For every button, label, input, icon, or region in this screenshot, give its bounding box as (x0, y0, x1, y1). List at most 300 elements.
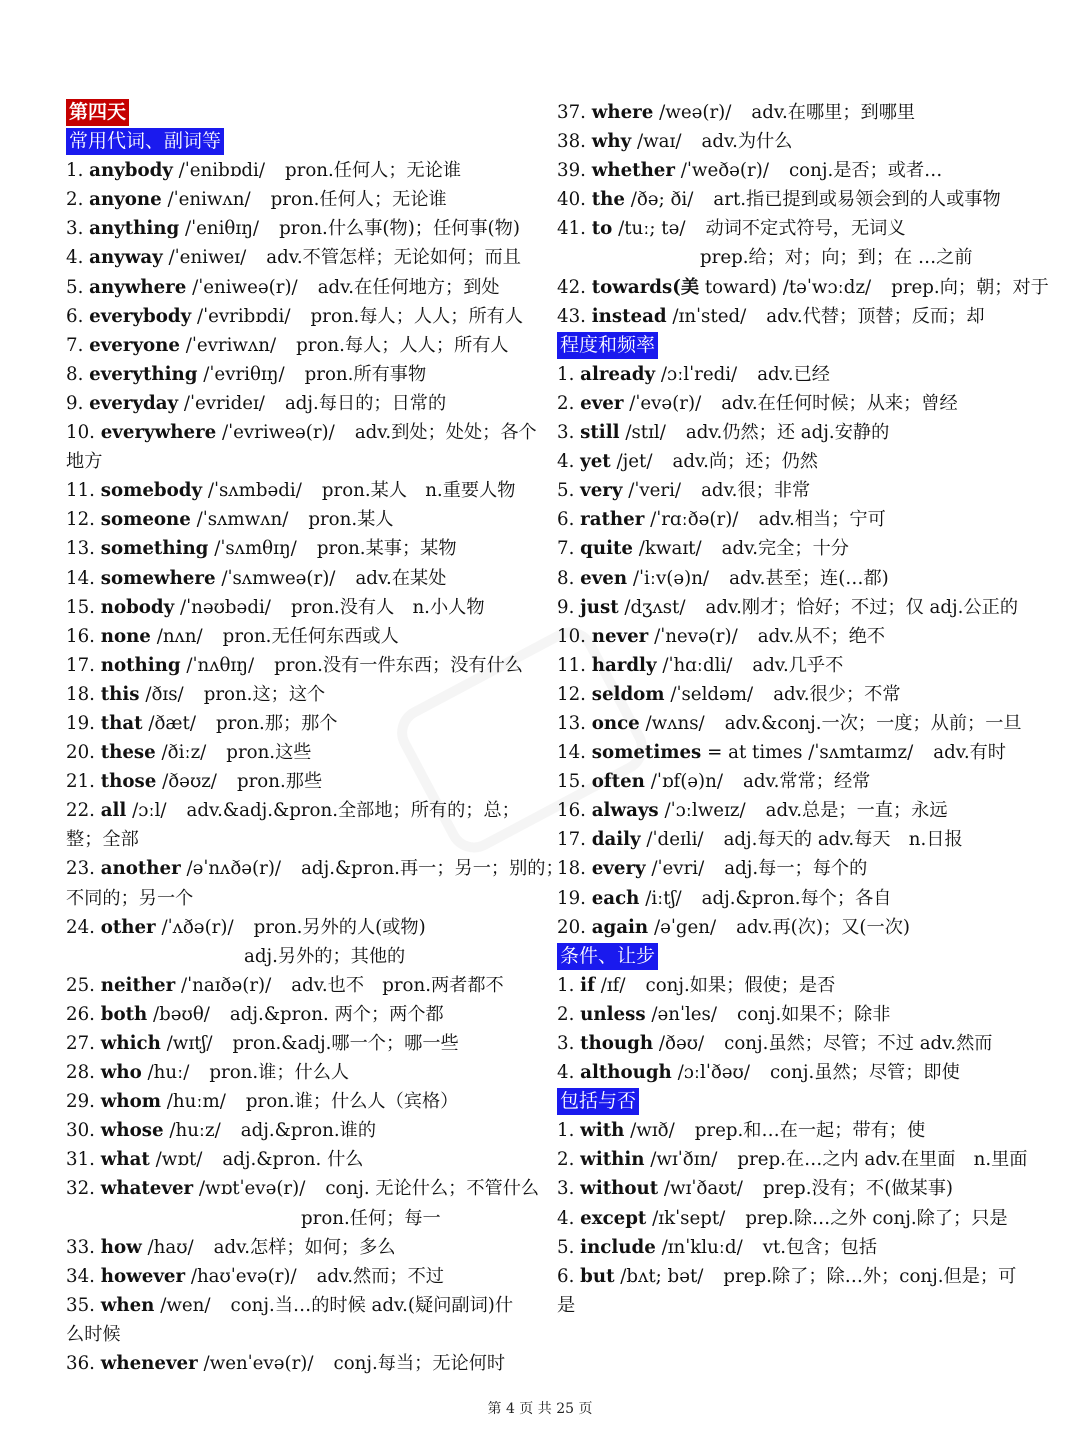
section-pronouns-adverbs-continued (557, 98, 1049, 331)
entry-number: 13. (557, 712, 586, 734)
entry-word: anything (89, 218, 180, 240)
entry-word: include (580, 1236, 656, 1258)
vocab-entry (66, 243, 536, 272)
entry-definition: adv.到处；处处；各个 (354, 422, 537, 444)
section-pronouns-adverbs (66, 156, 564, 1378)
vocab-entry (66, 505, 536, 534)
entry-word: both (100, 1003, 148, 1025)
entry-definition: adv.常常；经常 (743, 771, 871, 793)
vocab-entry (557, 913, 1037, 942)
vocab-entry (66, 796, 536, 825)
vocab-entry (66, 913, 536, 942)
entry-word: each (591, 887, 640, 909)
entry-word: unless (580, 1003, 646, 1025)
entry-number: 37. (557, 102, 586, 123)
vocab-entry (66, 1291, 536, 1320)
entry-word: all (100, 800, 127, 822)
entry-word: every (591, 858, 646, 880)
entry-word: whatever (100, 1178, 194, 1200)
entry-number: 13. (66, 538, 95, 560)
vocab-entry (66, 680, 536, 709)
entry-number: 6. (557, 509, 575, 531)
entry-number: 12. (66, 509, 95, 531)
entry-definition: pron.谁；什么人 (209, 1062, 350, 1084)
vocab-entry (557, 418, 1037, 447)
entry-word: with (580, 1120, 625, 1142)
entry-phonetic: /ˈeniθɪŋ/ (185, 218, 260, 240)
entry-definition: adj.每一；每个的 (724, 858, 868, 880)
section-condition-concession (557, 971, 1037, 1087)
entry-phonetic: /jet/ (616, 451, 653, 473)
entry-definition: adv.然而；不过 (316, 1265, 444, 1287)
vocab-entry (557, 1204, 1037, 1233)
entry-number: 18. (66, 683, 95, 705)
vocab-entry (557, 854, 1037, 883)
entry-word: still (580, 422, 620, 444)
entry-number: 2. (557, 1149, 575, 1171)
entry-continuation: pron.任何；每一 (301, 1207, 441, 1229)
entry-number: 3. (557, 1033, 575, 1054)
entry-definition: conj.虽然；尽管；不过 adv.然而 (724, 1033, 993, 1054)
entry-definition: pron.那；那个 (215, 712, 338, 734)
entry-phonetic: /weə(r)/ (659, 102, 732, 123)
entry-phonetic: /wen/ (160, 1294, 211, 1316)
entry-number: 38. (557, 131, 586, 153)
entry-continuation: 地方 (66, 451, 103, 473)
entry-number: 42. (557, 276, 586, 298)
entry-number: 7. (557, 538, 575, 560)
entry-number: 9. (66, 392, 84, 414)
entry-phonetic: /ˈevriweə(r)/ (222, 422, 335, 444)
entry-definition: adv.&adj.&pron.全部地；所有的；总； (186, 800, 520, 822)
entry-phonetic: /bəʊθ/ (153, 1003, 210, 1025)
entry-word: that (100, 712, 143, 734)
entry-phonetic: /stɪl/ (625, 422, 666, 444)
entry-definition: conj.如果；假使；是否 (645, 974, 836, 996)
entry-number: 10. (66, 422, 95, 444)
entry-phonetic: /huːm/ (166, 1091, 226, 1113)
entry-word: other (100, 916, 156, 938)
entry-word: anyone (89, 189, 162, 211)
entry-definition: pron.某事；某物 (316, 538, 457, 560)
entry-phonetic: /waɪ/ (636, 131, 682, 153)
entry-number: 3. (557, 1178, 575, 1200)
entry-number: 26. (66, 1003, 95, 1025)
right-column (557, 98, 1049, 1320)
section-inclusion (557, 1116, 1037, 1320)
entry-phonetic: /wɪtʃ/ (166, 1033, 213, 1054)
vocab-entry (557, 767, 1037, 796)
entry-phonetic: /əˈgen/ (653, 916, 717, 938)
entry-number: 31. (66, 1149, 95, 1171)
entry-word: something (100, 538, 209, 560)
entry-definition: pron.无任何东西或人 (222, 625, 399, 647)
vocab-entry (557, 564, 1037, 593)
entry-number: 12. (557, 683, 586, 705)
entry-number: 2. (557, 392, 575, 414)
entry-phonetic: /haʊˈevə(r)/ (190, 1265, 297, 1287)
vocab-entry (557, 796, 1037, 825)
entry-number: 16. (66, 625, 95, 647)
vocab-entry (66, 331, 536, 360)
vocab-entry (557, 651, 1037, 680)
section-heading: 包括与否 (557, 1088, 639, 1115)
entry-word: who (100, 1062, 142, 1084)
entry-word: what (100, 1149, 150, 1171)
entry-word: everything (89, 363, 198, 385)
vocab-entry (66, 1000, 536, 1029)
entry-definition: adj.&pron. 什么 (222, 1149, 364, 1171)
entry-number: 1. (557, 1120, 575, 1142)
entry-phonetic: /ˈdeɪli/ (646, 829, 704, 851)
entry-number: 7. (66, 334, 84, 356)
vocab-entry (66, 1116, 536, 1145)
entry-phonetic: /bʌt; bət/ (620, 1265, 704, 1287)
vocab-entry (557, 1116, 1037, 1145)
entry-definition: adv.很；非常 (701, 480, 811, 502)
entry-word: just (580, 596, 619, 618)
entry-definition: adv.再(次)；又(一次) (736, 916, 910, 938)
vocab-entry (557, 1262, 1037, 1291)
entry-definition: adv.已经 (757, 363, 830, 385)
entry-phonetic: /ðɪs/ (145, 683, 184, 705)
entry-definition: pron.谁；什么人（宾格） (245, 1091, 459, 1113)
entry-definition: prep.和…在一起；带有；使 (694, 1120, 926, 1142)
entry-definition: adv.完全；十分 (721, 538, 849, 560)
entry-definition: adv.总是；一直；永远 (765, 800, 948, 822)
entry-phonetic: /wɪð/ (630, 1120, 675, 1142)
entry-definition: adv.从不；绝不 (757, 625, 886, 647)
vocab-entry (557, 1058, 1037, 1087)
entry-number: 6. (557, 1265, 575, 1287)
entry-phonetic: /ˈsʌmbədi/ (207, 480, 302, 502)
entry-phonetic: /ˈʌðə(r)/ (161, 916, 234, 938)
entry-definition: adj.&pron. 两个；两个都 (229, 1003, 444, 1025)
entry-number: 1. (557, 974, 575, 996)
entry-continuation: adj.另外的；其他的 (244, 945, 406, 967)
entry-number: 10. (557, 625, 586, 647)
entry-definition: adv.很少；不常 (773, 683, 901, 705)
left-column (66, 98, 564, 1378)
entry-continuation: 整；全部 (66, 829, 139, 851)
entry-definition: pron.所有事物 (304, 363, 427, 385)
entry-number: 3. (66, 218, 84, 240)
vocab-entry (557, 1029, 1037, 1058)
section-heading: 常用代词、副词等 (66, 128, 224, 155)
entry-word: though (580, 1033, 654, 1054)
entry-number: 11. (557, 654, 586, 676)
entry-number: 2. (66, 189, 84, 211)
entry-number: 1. (66, 160, 84, 182)
entry-word: everybody (89, 305, 192, 327)
entry-definition: prep.向；朝；对于 (891, 276, 1049, 298)
vocab-entry (66, 389, 536, 418)
entry-phonetic: /ˈevribɒdi/ (196, 305, 291, 327)
entry-number: 4. (557, 1207, 575, 1229)
entry-phonetic: /wɪˈðaʊt/ (663, 1178, 743, 1200)
entry-word: to (591, 218, 613, 240)
entry-number: 3. (557, 422, 575, 444)
vocab-entry (557, 447, 1037, 476)
entry-number: 24. (66, 916, 95, 938)
entry-definition: conj. 无论什么；不管什么 (325, 1178, 540, 1200)
entry-phonetic: /ˈɒf(ə)n/ (650, 771, 723, 793)
entry-number: 8. (557, 567, 575, 589)
entry-continuation: prep.给；对；向；到；在 …之前 (700, 247, 973, 269)
entry-definition: conj.如果不；除非 (737, 1003, 891, 1025)
entry-definition: pron.另外的人(或物) (253, 916, 426, 938)
entry-definition: pron.这些 (226, 742, 312, 764)
entry-word: however (100, 1265, 186, 1287)
entry-definition: pron.这；这个 (203, 683, 326, 705)
entry-word: everyday (89, 392, 179, 414)
entry-word: these (100, 742, 156, 764)
entry-phonetic: /wɒt/ (155, 1149, 203, 1171)
entry-word: whose (100, 1120, 164, 1142)
entry-word: rather (580, 509, 645, 531)
entry-number: 5. (66, 276, 84, 298)
entry-definition: conj.虽然；尽管；即使 (769, 1062, 960, 1084)
entry-number: 4. (557, 1062, 575, 1084)
entry-phonetic: /ˈeniweɪ/ (168, 247, 247, 269)
entry-word: but (580, 1265, 615, 1287)
vocab-entry (66, 651, 536, 680)
entry-phonetic: /huː/ (147, 1062, 190, 1084)
vocab-entry (557, 505, 1037, 534)
entry-word: which (100, 1033, 161, 1054)
entry-definition: adv.在哪里；到哪里 (751, 102, 916, 123)
entry-phonetic: /ˈseldəm/ (670, 683, 754, 705)
entry-definition: adv.在任何地方；到处 (317, 276, 500, 298)
vocab-entry (66, 1087, 536, 1116)
entry-word: where (591, 102, 654, 123)
entry-word: none (100, 625, 151, 647)
entry-definition: adv.尚；还；仍然 (672, 451, 818, 473)
entry-phonetic: /ɪnˈkluːd/ (661, 1236, 743, 1258)
entry-phonetic: /ˈevə(r)/ (629, 392, 702, 414)
entry-phonetic: toward) /təˈwɔːdz/ (704, 276, 872, 298)
entry-definition: pron.没有一件东西；没有什么 (274, 654, 523, 676)
vocab-entry (66, 767, 536, 796)
entry-phonetic: /ˈveri/ (628, 480, 682, 502)
entry-phonetic: /ˈsʌmwʌn/ (196, 509, 289, 531)
entry-definition: pron.某人 (308, 509, 394, 531)
vocab-entry (557, 360, 1037, 389)
vocab-entry (557, 214, 1037, 243)
entry-word: always (591, 800, 659, 822)
entry-definition: pron.每人；人人；所有人 (310, 305, 524, 327)
entry-phonetic: /wɒtˈevə(r)/ (198, 1178, 306, 1200)
entry-number: 20. (557, 916, 586, 938)
entry-phonetic: /ˈevriwʌn/ (185, 334, 277, 356)
entry-phonetic: /wɪˈðɪn/ (650, 1149, 718, 1171)
entry-definition: pron.没有人 n.小人物 (290, 596, 485, 618)
entry-number: 15. (557, 771, 586, 793)
entry-phonetic: /ˈnaɪðə(r)/ (181, 974, 272, 996)
entry-definition: adv.也不 pron.两者都不 (291, 974, 504, 996)
entry-number: 43. (557, 305, 586, 327)
entry-number: 17. (66, 654, 95, 676)
entry-continuation: 么时候 (66, 1323, 121, 1345)
entry-phonetic: /iːtʃ/ (645, 887, 682, 909)
vocab-entry (557, 185, 1037, 214)
entry-definition: conj.当…的时候 adv.(疑问副词)什 (230, 1294, 514, 1316)
entry-number: 17. (557, 829, 586, 851)
entry-phonetic: /huːz/ (169, 1120, 221, 1142)
entry-definition: adj.&pron.再一；另一；别的； (301, 858, 564, 880)
entry-phonetic: /kwaɪt/ (638, 538, 702, 560)
entry-number: 33. (66, 1236, 95, 1258)
entry-phonetic: /ˈsʌmweə(r)/ (221, 567, 336, 589)
entry-phonetic: /ɪkˈsept/ (652, 1207, 726, 1229)
vocab-entry (66, 534, 536, 563)
entry-phonetic: /ðə; ði/ (630, 189, 694, 211)
vocab-entry (66, 360, 536, 389)
entry-number: 39. (557, 160, 586, 182)
vocab-entry (557, 127, 1037, 156)
entry-number: 40. (557, 189, 586, 211)
vocab-entry (66, 185, 536, 214)
entry-definition: adv.&conj.一次；一度；从前；一旦 (724, 712, 1022, 734)
entry-word: the (591, 189, 625, 211)
entry-word: except (580, 1207, 647, 1229)
entry-word: nobody (100, 596, 175, 618)
vocab-entry (66, 418, 536, 447)
entry-number: 5. (557, 480, 575, 502)
entry-word: never (591, 625, 649, 647)
entry-phonetic: /ɪnˈsted/ (672, 305, 747, 327)
vocab-entry (557, 1000, 1037, 1029)
entry-number: 4. (557, 451, 575, 473)
vocab-entry (557, 156, 1037, 185)
entry-phonetic: /ˈenibɒdi/ (178, 160, 265, 182)
vocab-entry (557, 971, 1037, 1000)
entry-phonetic: /ˈiːv(ə)n/ (632, 567, 710, 589)
entry-word: quite (580, 538, 633, 560)
entry-phonetic: /ðəʊ/ (658, 1033, 705, 1054)
entry-word: everyone (89, 334, 180, 356)
entry-phonetic: /ˈevrideɪ/ (183, 392, 265, 414)
entry-definition: adj.&pron.每个；各自 (701, 887, 892, 909)
entry-word: if (580, 974, 595, 996)
entry-definition: prep.除了；除…外；conj.但是；可 (723, 1265, 1017, 1287)
vocab-entry (557, 825, 1037, 854)
entry-number: 35. (66, 1294, 95, 1316)
entry-number: 36. (66, 1353, 95, 1375)
entry-phonetic: /haʊ/ (147, 1236, 194, 1258)
entry-word: again (591, 916, 649, 938)
vocab-entry (66, 302, 536, 331)
entry-word: ever (580, 392, 624, 414)
entry-phonetic: /ˈevriθɪŋ/ (203, 363, 285, 385)
vocab-entry (557, 884, 1037, 913)
entry-phonetic: /tuː; tə/ (618, 218, 686, 240)
entry-phonetic: /ðiːz/ (161, 742, 207, 764)
entry-definition: prep.没有；不(做某事) (762, 1178, 953, 1200)
entry-definition: pron.任何人；无论谁 (284, 160, 462, 182)
entry-word: whenever (100, 1353, 198, 1375)
entry-word: even (580, 567, 628, 589)
vocab-entry (66, 564, 536, 593)
entry-phonetic: /wenˈevə(r)/ (203, 1353, 314, 1375)
entry-phonetic: /ˈnʌθɪŋ/ (186, 654, 255, 676)
entry-word: nothing (100, 654, 181, 676)
entry-number: 28. (66, 1062, 95, 1084)
entry-number: 20. (66, 742, 95, 764)
entry-number: 19. (557, 887, 586, 909)
entry-word: within (580, 1149, 645, 1171)
vocab-entry (557, 622, 1037, 651)
entry-definition: adv.为什么 (701, 131, 793, 153)
entry-definition: pron.某人 n.重要人物 (321, 480, 516, 502)
vocab-entry (557, 709, 1037, 738)
entry-number: 19. (66, 712, 95, 734)
entry-word: towards(美 (591, 276, 700, 298)
vocab-entry (66, 1145, 536, 1174)
vocab-entry (66, 854, 564, 883)
entry-continuation: 不同的；另一个 (66, 887, 194, 909)
entry-number: 30. (66, 1120, 95, 1142)
vocab-entry (66, 1349, 536, 1378)
entry-number: 34. (66, 1265, 95, 1287)
entry-word: seldom (591, 683, 665, 705)
vocab-entry (557, 534, 1037, 563)
entry-word: already (580, 363, 656, 385)
entry-number: 32. (66, 1178, 95, 1200)
entry-word: how (100, 1236, 142, 1258)
entry-phonetic: /ˈweðə(r)/ (680, 160, 769, 182)
entry-number: 18. (557, 858, 586, 880)
section-heading: 条件、让步 (557, 943, 658, 970)
entry-word: anybody (89, 160, 173, 182)
entry-word: whom (100, 1091, 161, 1113)
vocab-entry (66, 1262, 536, 1291)
entry-word: why (591, 131, 632, 153)
entry-number: 27. (66, 1033, 95, 1054)
entry-phonetic: /ˈɔːlweɪz/ (664, 800, 746, 822)
vocab-entry (66, 273, 536, 302)
entry-word: everywhere (100, 422, 217, 444)
vocab-entry (557, 1145, 1037, 1174)
vocab-entry (66, 709, 536, 738)
entry-word: someone (100, 509, 191, 531)
entry-phonetic: /əˈnʌðə(r)/ (186, 858, 282, 880)
entry-word: anyway (89, 247, 163, 269)
entry-number: 11. (66, 480, 95, 502)
entry-definition: adj.&pron.谁的 (240, 1120, 377, 1142)
entry-definition: adv.刚才；恰好；不过；仅 adj.公正的 (705, 596, 1019, 618)
vocab-entry (66, 622, 536, 651)
section-degree-frequency (557, 360, 1037, 942)
day-title: 第四天 (66, 99, 129, 126)
entry-word: neither (100, 974, 176, 996)
page-footer: 第 4 页 共 25 页 (487, 1401, 593, 1417)
entry-phonetic: /ˈeniweə(r)/ (192, 276, 298, 298)
entry-phonetic: /ənˈles/ (651, 1003, 718, 1025)
entry-number: 9. (557, 596, 575, 618)
entry-definition: adj.每天的 adv.每天 n.日报 (723, 829, 963, 851)
vocab-entry (557, 273, 1049, 302)
vocab-entry (66, 738, 536, 767)
entry-phonetic: /wʌns/ (645, 712, 705, 734)
entry-number: 4. (66, 247, 84, 269)
vocab-entry (66, 1058, 536, 1087)
entry-number: 23. (66, 858, 95, 880)
entry-definition: art.指已提到或易领会到的人或事物 (713, 189, 1001, 211)
entry-word: this (100, 683, 140, 705)
entry-phonetic: /ɔːlˈðəʊ/ (677, 1062, 750, 1084)
entry-word: whether (591, 160, 675, 182)
